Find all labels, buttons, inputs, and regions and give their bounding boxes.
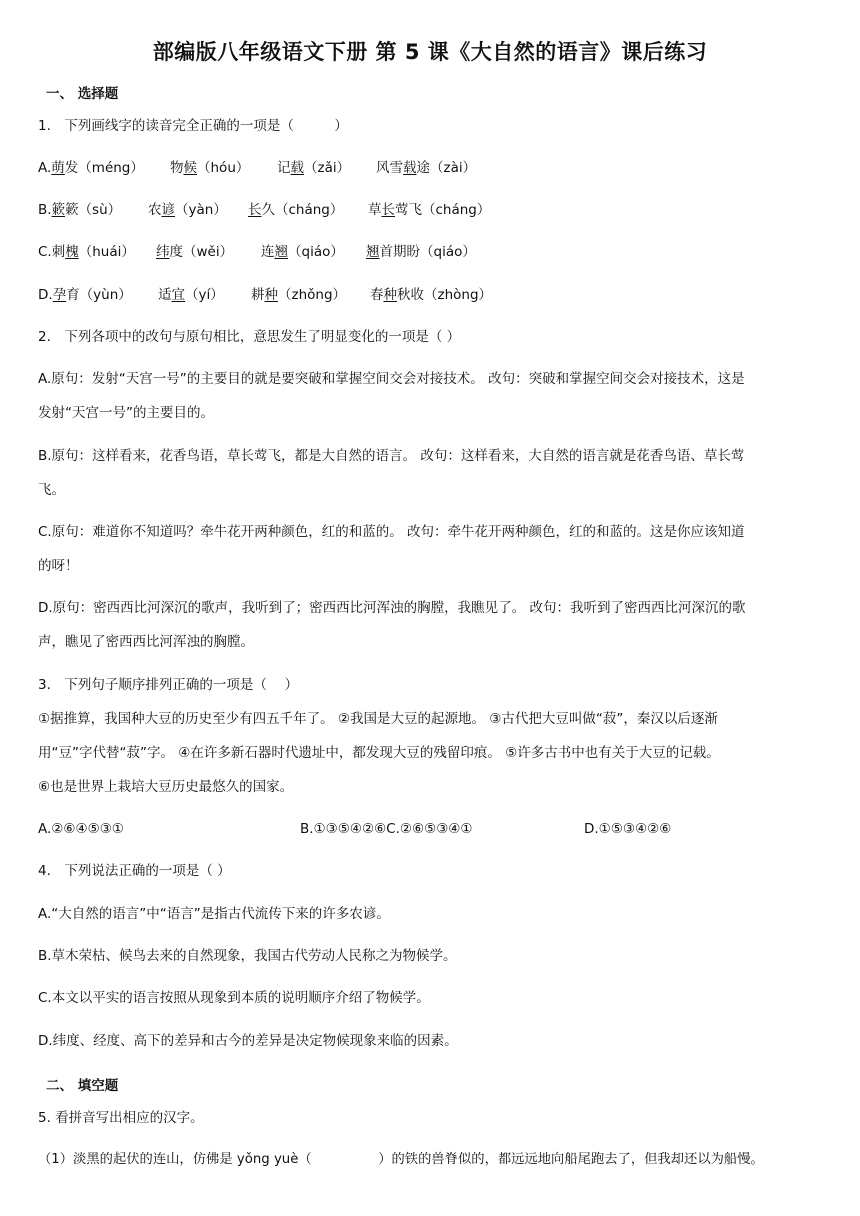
q5-stem: 5. 看拼音写出相应的汉字。 — [38, 1110, 204, 1126]
q1-option-c-item4: 翘首期盼（qiáo） — [366, 244, 476, 260]
q1-option-c-item2: 纬度（wěi） — [156, 244, 234, 260]
q1-stem: 1. 下列画线字的读音完全正确的一项是（ ） — [38, 118, 348, 134]
q1-option-d-item2: 适宜（yí） — [158, 287, 224, 303]
q4-option-d: D.纬度、经度、高下的差异和古今的差异是决定物候现象来临的因素。 — [38, 1033, 458, 1049]
section-heading-choice: 一、 选择题 — [46, 86, 119, 102]
q2-option-c-line1: C.原句：难道你不知道吗？牵牛花开两种颜色，红的和蓝的。 改句：牵牛花开两种颜色，红的和蓝的。这是你应该知道 — [38, 524, 745, 540]
q3-sentences-line2: 用“豆”字代替“菽”字。 ④在许多新石器时代遗址中，都发现大豆的残留印痕。 ⑤许多古书中也有关于大豆的记载。 — [38, 745, 720, 761]
q3-option-d: D.①⑤③④②⑥ — [584, 821, 672, 837]
q5-sentence-1: （1）淡黑的起伏的连山，仿佛是 yǒng yuè（ ）的铁的兽脊似的，都远远地向船尾跑去了，但我却还以为船慢。 — [38, 1152, 764, 1167]
q2-option-c-line2: 的呀！ — [38, 558, 79, 574]
q3-option-b-c: B.①③⑤④②⑥C.②⑥⑤③④① — [300, 821, 473, 837]
q1-option-d-item3: 耕种（zhǒng） — [251, 287, 347, 303]
q1-option-a-item3: 记载（zǎi） — [277, 160, 351, 176]
q2-option-b-line1: B.原句：这样看来，花香鸟语，草长莺飞，都是大自然的语言。 改句：这样看来，大自然的语言就是花香鸟语、草长莺 — [38, 448, 745, 464]
q2-option-d-line2: 声，瞧见了密西西比河浑浊的胸膛。 — [38, 634, 254, 650]
q4-stem: 4. 下列说法正确的一项是（ ） — [38, 863, 231, 879]
q3-sentences-line1: ①据推算，我国种大豆的历史至少有四五千年了。 ②我国是大豆的起源地。 ③古代把大豆叫做“菽”，秦汉以后逐渐 — [38, 711, 718, 727]
q1-option-c-item3: 连翘（qiáo） — [261, 244, 344, 260]
q3-stem: 3. 下列句子顺序排列正确的一项是（ ） — [38, 677, 299, 693]
q2-option-a-line1: A.原句：发射“天宫一号”的主要目的就是要突破和掌握空间交会对接技术。 改句：突破和掌握空间交会对接技术，这是 — [38, 371, 745, 387]
q1-option-a: A.萌发（méng） — [38, 160, 144, 176]
q1-option-b-item2: 农谚（yàn） — [148, 202, 227, 218]
q2-stem: 2. 下列各项中的改句与原句相比，意思发生了明显变化的一项是（ ） — [38, 329, 461, 345]
q3-sentences-line3: ⑥也是世界上栽培大豆历史最悠久的国家。 — [38, 779, 294, 795]
q2-option-a-line2: 发射“天宫一号”的主要目的。 — [38, 405, 214, 421]
q1-option-a-item4: 风雪载途（zài） — [376, 160, 477, 176]
q3-option-a: A.②⑥④⑤③① — [38, 821, 124, 837]
q4-option-b: B.草木荣枯、候鸟去来的自然现象，我国古代劳动人民称之为物候学。 — [38, 948, 457, 964]
q1-option-d-item4: 春种秋收（zhòng） — [370, 287, 493, 303]
q2-option-b-line2: 飞。 — [38, 482, 65, 498]
q1-option-d: D.孕育（yùn） — [38, 287, 132, 303]
q4-option-c: C.本文以平实的语言按照从现象到本质的说明顺序介绍了物候学。 — [38, 990, 430, 1006]
section-heading-fill: 二、 填空题 — [46, 1078, 119, 1094]
q1-option-a-item2: 物候（hóu） — [170, 160, 250, 176]
q1-option-b-item3: 长久（cháng） — [248, 202, 344, 218]
q1-option-c: C.刺槐（huái） — [38, 244, 135, 260]
q2-option-d-line1: D.原句：密西西比河深沉的歌声，我听到了；密西西比河浑浊的胸膛，我瞧见了。 改句：我听到了密西西比河深沉的歌 — [38, 600, 746, 616]
q4-option-a: A.“大自然的语言”中“语言”是指古代流传下来的许多农谚。 — [38, 906, 390, 922]
page-title: 部编版八年级语文下册 第 5 课《大自然的语言》课后练习 — [152, 40, 708, 64]
q1-option-b: B.簌簌（sù） — [38, 202, 122, 218]
q1-option-b-item4: 草长莺飞（cháng） — [368, 202, 491, 218]
